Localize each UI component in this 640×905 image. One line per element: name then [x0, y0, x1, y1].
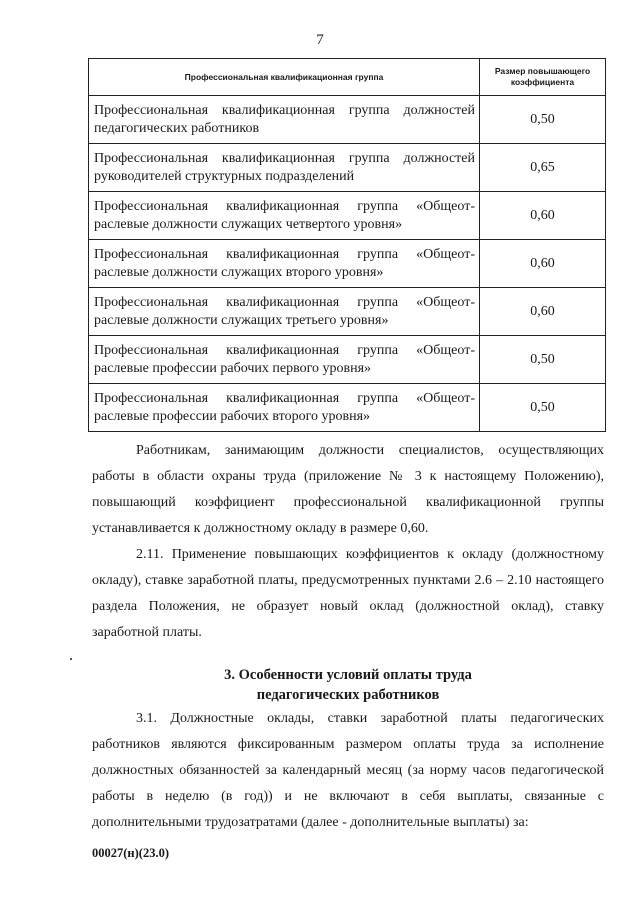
group-cell: Профессиональная квалификационная группа должностей педагогических работников	[89, 96, 480, 144]
table-row	[89, 336, 606, 384]
table-row	[89, 384, 606, 432]
coefficient-cell: 0,50	[480, 96, 606, 144]
table-row	[89, 288, 606, 336]
section-heading	[92, 665, 604, 705]
paragraph-3-1: 3.1. Должностные оклады, ставки заработной платы педагогических работников являются фиксированным размером оплаты труда за исполнение должностных обязанностей за календарный месяц (за норму часов педагогической работы в неделю (в год)) и не включают в себя выплаты, связанные с дополнительными трудозатратами (далее - дополнительные выплаты) за:	[92, 711, 604, 830]
page-number: 7	[316, 32, 324, 48]
coefficient-cell: 0,60	[480, 240, 606, 288]
group-cell: Профессиональная квалификационная группа должностей руководителей структурных подразделений	[89, 144, 480, 192]
section-heading-line-1: 3. Особенности условий оплаты труда	[224, 667, 472, 683]
coefficient-cell: 0,65	[480, 144, 606, 192]
group-cell: Профессиональная квалификационная группа «Общеот-раслевые должности служащих четвертого уровня»	[89, 192, 480, 240]
paragraph-safety-specialists: Работникам, занимающим должности специалистов, осуществляющих работы в области охраны труда (приложение № 3 к настоящему Положению), повышающий коэффициент профессиональной квалификационной группы устанавливается к должностному окладу в размере 0,60.	[92, 443, 604, 536]
coefficient-cell: 0,50	[480, 336, 606, 384]
coefficient-cell: 0,60	[480, 192, 606, 240]
paragraph-2-11: 2.11. Применение повышающих коэффициентов к окладу (должностному окладу), ставке заработной платы, предусмотренных пунктами 2.6 – 2.10 настоящего раздела Положения, не образует новый оклад (должностной оклад), ставку заработной платы.	[92, 547, 604, 640]
header-coefficient: Размер повышающего коэффициента	[480, 59, 606, 96]
group-cell: Профессиональная квалификационная группа «Общеот-раслевые должности служащих второго уровня»	[89, 240, 480, 288]
header-group: Профессиональная квалификационная группа	[89, 59, 480, 96]
group-cell: Профессиональная квалификационная группа «Общеот-раслевые профессии рабочих первого уровня»	[89, 336, 480, 384]
coefficient-cell: 0,50	[480, 384, 606, 432]
scan-speck	[70, 658, 72, 660]
table-row	[89, 240, 606, 288]
table-row	[89, 144, 606, 192]
document-code: 00027(н)(23.0)	[92, 846, 169, 860]
table-header-row	[89, 59, 606, 96]
coefficient-cell: 0,60	[480, 288, 606, 336]
table-row	[89, 192, 606, 240]
table-row	[89, 96, 606, 144]
group-cell: Профессиональная квалификационная группа «Общеот-раслевые профессии рабочих второго уровня»	[89, 384, 480, 432]
group-cell: Профессиональная квалификационная группа «Общеот-раслевые должности служащих третьего уровня»	[89, 288, 480, 336]
section-heading-line-2: педагогических работников	[256, 687, 440, 703]
coefficient-table	[88, 58, 606, 432]
